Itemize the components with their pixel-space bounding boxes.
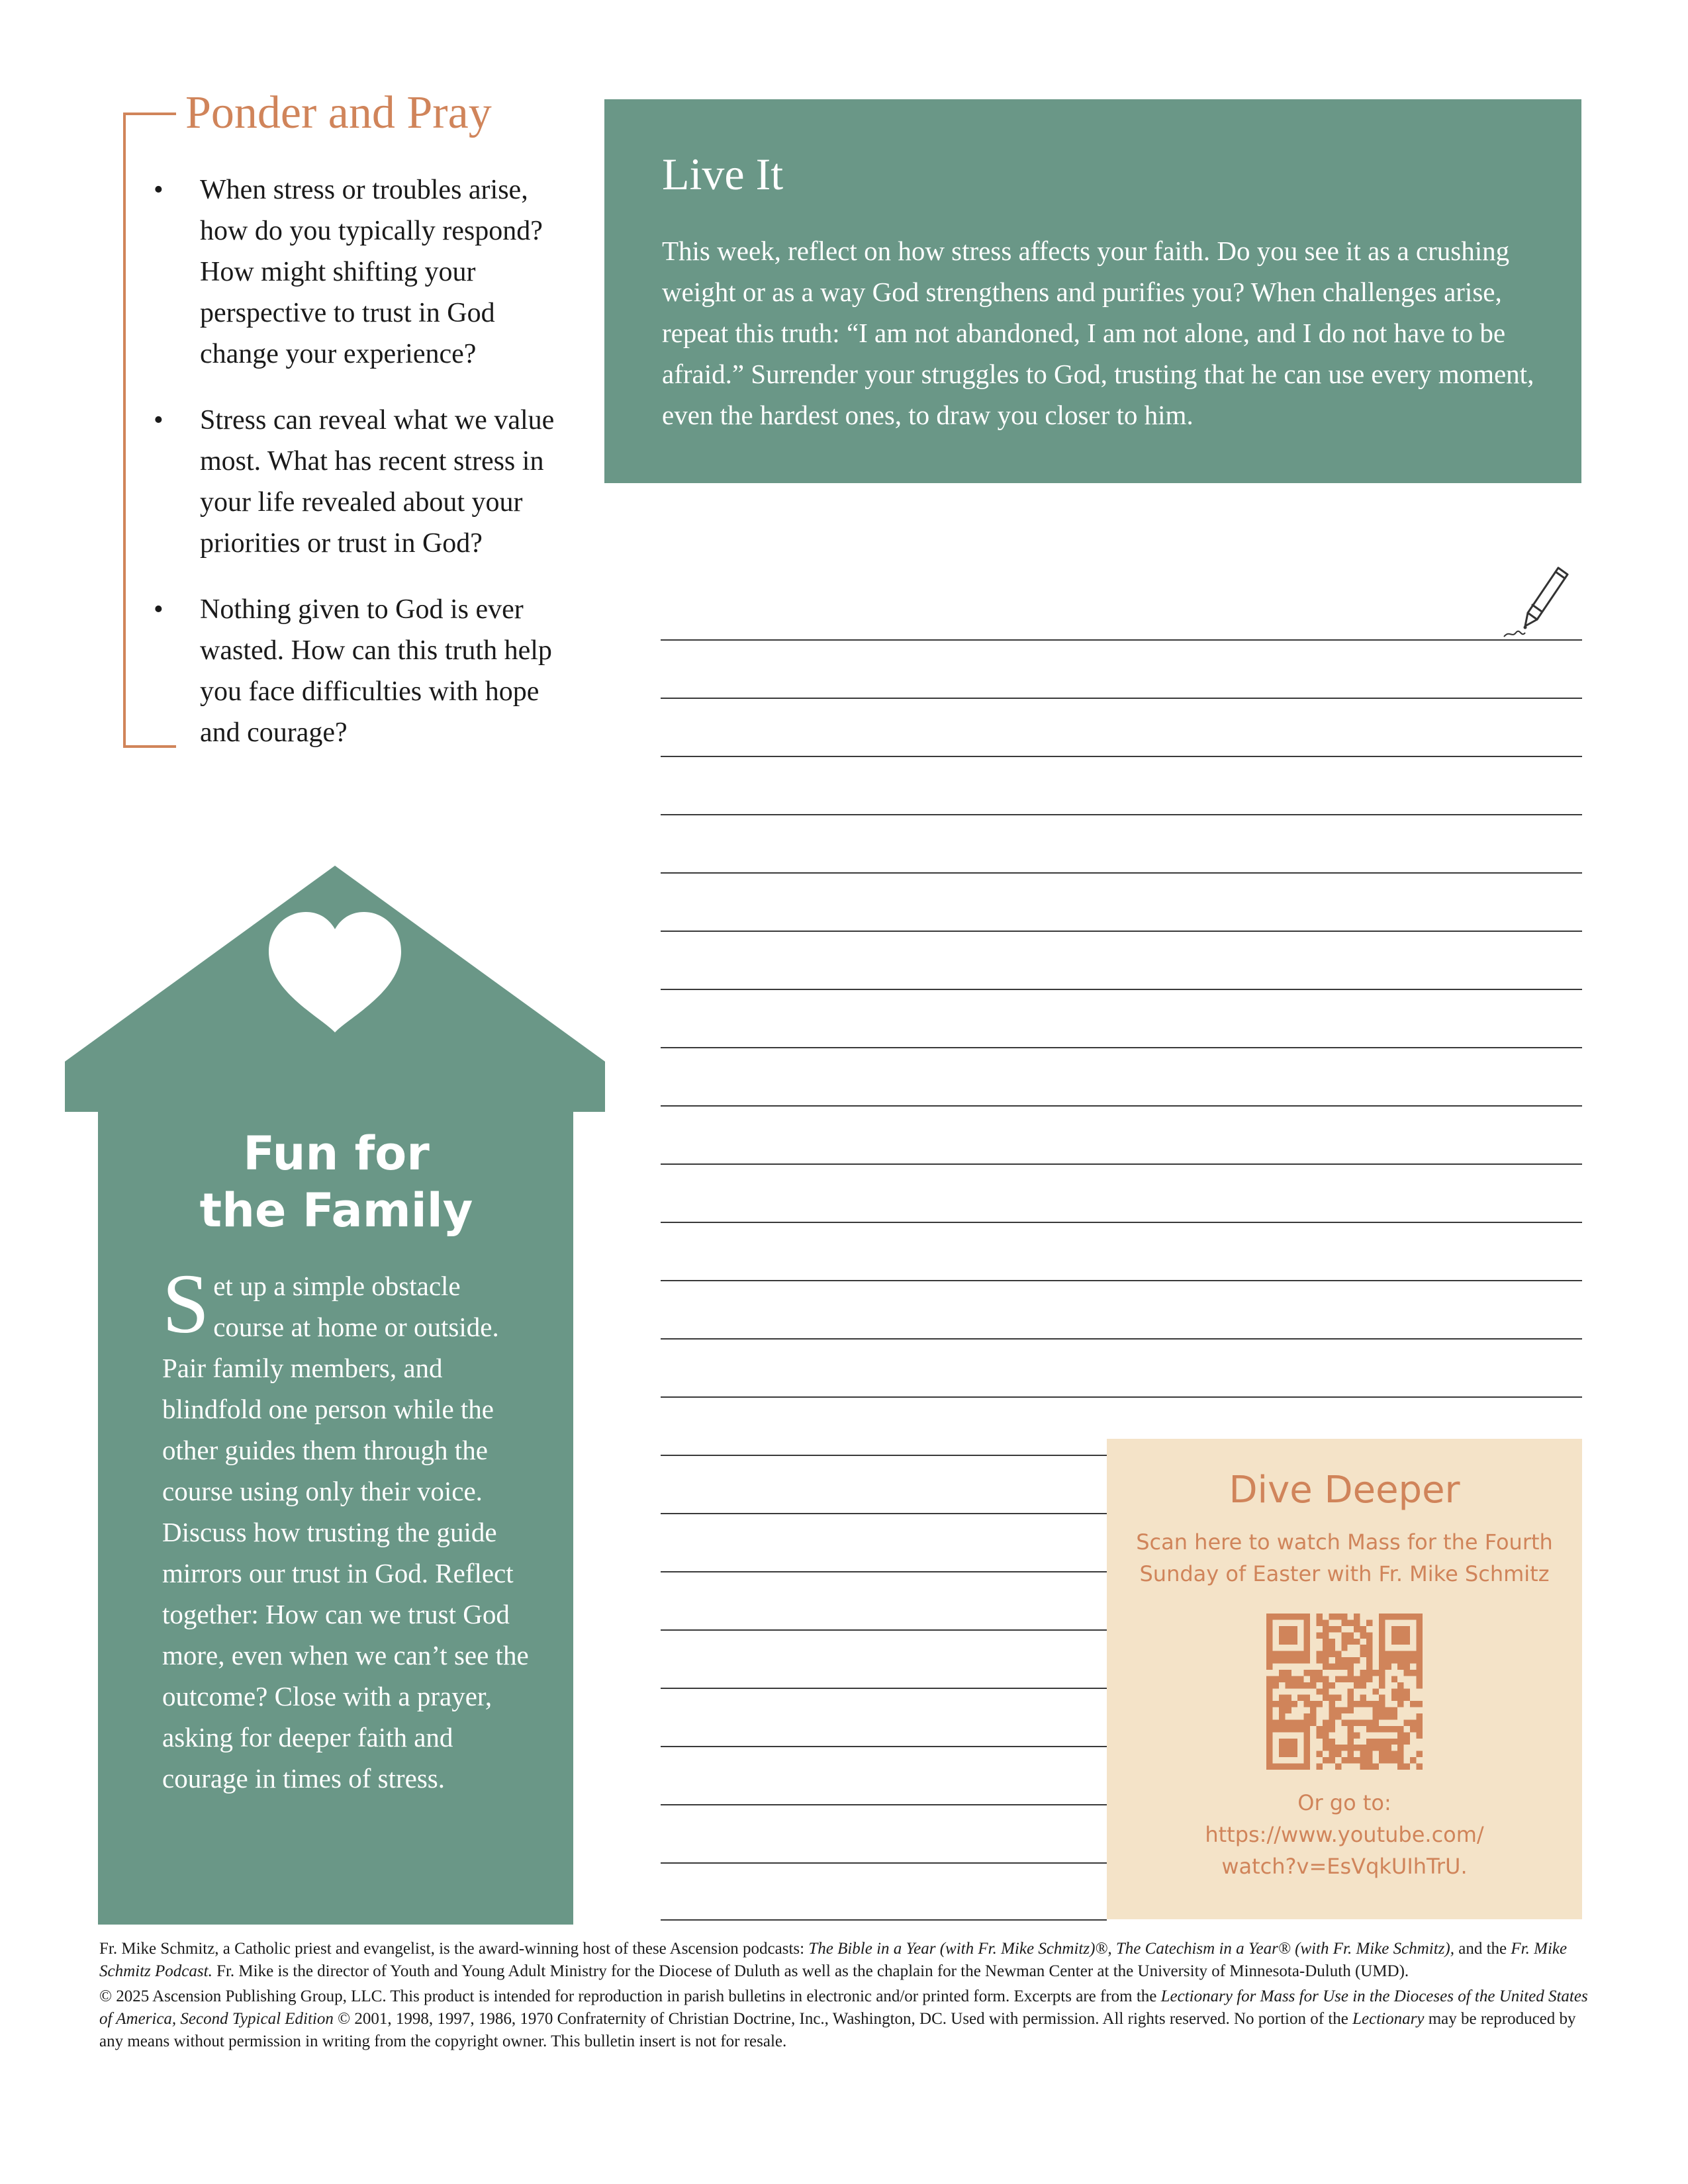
ponder-question <box>154 169 577 375</box>
url-line[interactable]: https://www.youtube.com/ <box>1205 1822 1484 1847</box>
ponder-title: Ponder and Pray <box>185 87 492 138</box>
ponder-question-text: When stress or troubles arise, how do you typically respond? How might shifting your perspective to trust in God change your experience? <box>200 175 543 369</box>
footer-italic: Fr. Mike Schmitz Podcast. <box>99 1940 1568 1980</box>
ponder-bracket-top <box>123 113 176 115</box>
footer-italic: Lectionary <box>1352 2010 1425 2028</box>
url-line[interactable]: watch?v=EsVqkUIhTrU. <box>1221 1854 1468 1879</box>
live-it-title: Live It <box>662 149 784 199</box>
writing-line[interactable] <box>661 1919 1107 1921</box>
writing-line[interactable] <box>661 1338 1582 1340</box>
writing-line[interactable] <box>661 1455 1107 1456</box>
dive-deeper-subtitle: Scan here to watch Mass for the Fourth Sunday of Easter with Fr. Mike Schmitz <box>1136 1529 1553 1586</box>
writing-line[interactable] <box>661 814 1582 815</box>
writing-line[interactable] <box>661 931 1582 932</box>
writing-line[interactable] <box>661 1688 1107 1689</box>
writing-line[interactable] <box>661 1280 1582 1281</box>
writing-line[interactable] <box>661 1396 1582 1398</box>
family-activity-body: et up a simple obstacle course at home or outside. Pair family members, and blindfold one person while the other guides them through the course using only their voice. Discuss how trusting the guide mirrors our trust in God. Reflect together: How can we trust God more, even when we can’t see the outcome? Close with a prayer, asking for deeper faith and courage in times of stress. <box>162 1271 529 1794</box>
footer-text: and the <box>1454 1940 1511 1958</box>
bullet: • <box>154 175 164 205</box>
writing-line[interactable] <box>661 1222 1582 1223</box>
footer-italic: Lectionary for Mass for Use in the Dioceses of the United States of America, Second Typical Edition <box>99 1987 1588 2028</box>
writing-line[interactable] <box>661 1862 1107 1864</box>
ponder-question-text: Stress can reveal what we value most. What has recent stress in your life revealed about your priorities or trust in God? <box>200 405 555 559</box>
footer-bio <box>99 1938 1589 1983</box>
drop-cap: S <box>162 1257 210 1351</box>
ponder-question <box>154 400 577 564</box>
qr-code-icon[interactable] <box>1266 1614 1423 1770</box>
ponder-question-text: Nothing given to God is ever wasted. How can this truth help you face difficulties with hope and courage? <box>200 594 552 748</box>
writing-line[interactable] <box>661 989 1582 990</box>
family-activity-text <box>162 1257 533 1799</box>
ponder-question <box>154 589 577 753</box>
writing-line[interactable] <box>661 639 1582 641</box>
writing-line[interactable] <box>661 756 1582 757</box>
writing-line[interactable] <box>661 1746 1107 1747</box>
footer-text: may be reproduced by any means without permission in writing from the copyright owner. This bulletin insert is not for resale. <box>99 2010 1576 2050</box>
family-title-line: Fun for <box>243 1126 430 1181</box>
writing-line[interactable] <box>661 1513 1107 1514</box>
writing-line[interactable] <box>661 1629 1107 1631</box>
bullet: • <box>154 405 164 435</box>
ponder-bracket-side <box>123 113 126 748</box>
footer <box>99 1938 1589 2056</box>
writing-line[interactable] <box>661 1047 1582 1048</box>
live-it-text: This week, reflect on how stress affects your faith. Do you see it as a crushing weight or as a way God strengthens and purifies you? When challenges arise, repeat this truth: “I am not abandoned, I am not alone, and I do not have to be afraid.” Surrender your struggles to God, trusting that he can use every moment, even the hardest ones, to draw you closer to him. <box>662 236 1534 430</box>
footer-text: © 2001, 1998, 1997, 1986, 1970 Confraternity of Christian Doctrine, Inc., Washington, DC. Used with permission. All rights reserved. No portion of the <box>333 2010 1353 2028</box>
bullet: • <box>154 594 164 625</box>
writing-line[interactable] <box>661 872 1582 874</box>
footer-text: Fr. Mike Schmitz, a Catholic priest and evangelist, is the award-winning host of these Ascension podcasts: <box>99 1940 809 1958</box>
writing-line[interactable] <box>661 698 1582 699</box>
family-title-line: the Family <box>199 1183 473 1238</box>
writing-line[interactable] <box>661 1571 1107 1572</box>
footer-text: © 2025 Ascension Publishing Group, LLC. This product is intended for reproduction in parish bulletins in electronic and/or printed form. Excerpts are from the <box>99 1987 1161 2005</box>
pencil-icon <box>1503 564 1582 643</box>
dive-deeper-url[interactable] <box>1107 1819 1582 1882</box>
family-title <box>98 1125 575 1239</box>
writing-line[interactable] <box>661 1105 1582 1107</box>
writing-line[interactable] <box>661 1163 1582 1165</box>
dive-deeper-or: Or go to: <box>1297 1790 1391 1815</box>
footer-text: Fr. Mike is the director of Youth and Young Adult Ministry for the Diocese of Duluth as well as the chaplain for the Newman Center at the University of Minnesota-Duluth (UMD). <box>212 1962 1409 1980</box>
writing-line[interactable] <box>661 1804 1107 1805</box>
dive-deeper-title: Dive Deeper <box>1229 1469 1460 1512</box>
footer-italic: The Bible in a Year (with Fr. Mike Schmitz)®, The Catechism in a Year® (with Fr. Mike Schmitz), <box>808 1940 1455 1958</box>
footer-copyright <box>99 1985 1589 2053</box>
